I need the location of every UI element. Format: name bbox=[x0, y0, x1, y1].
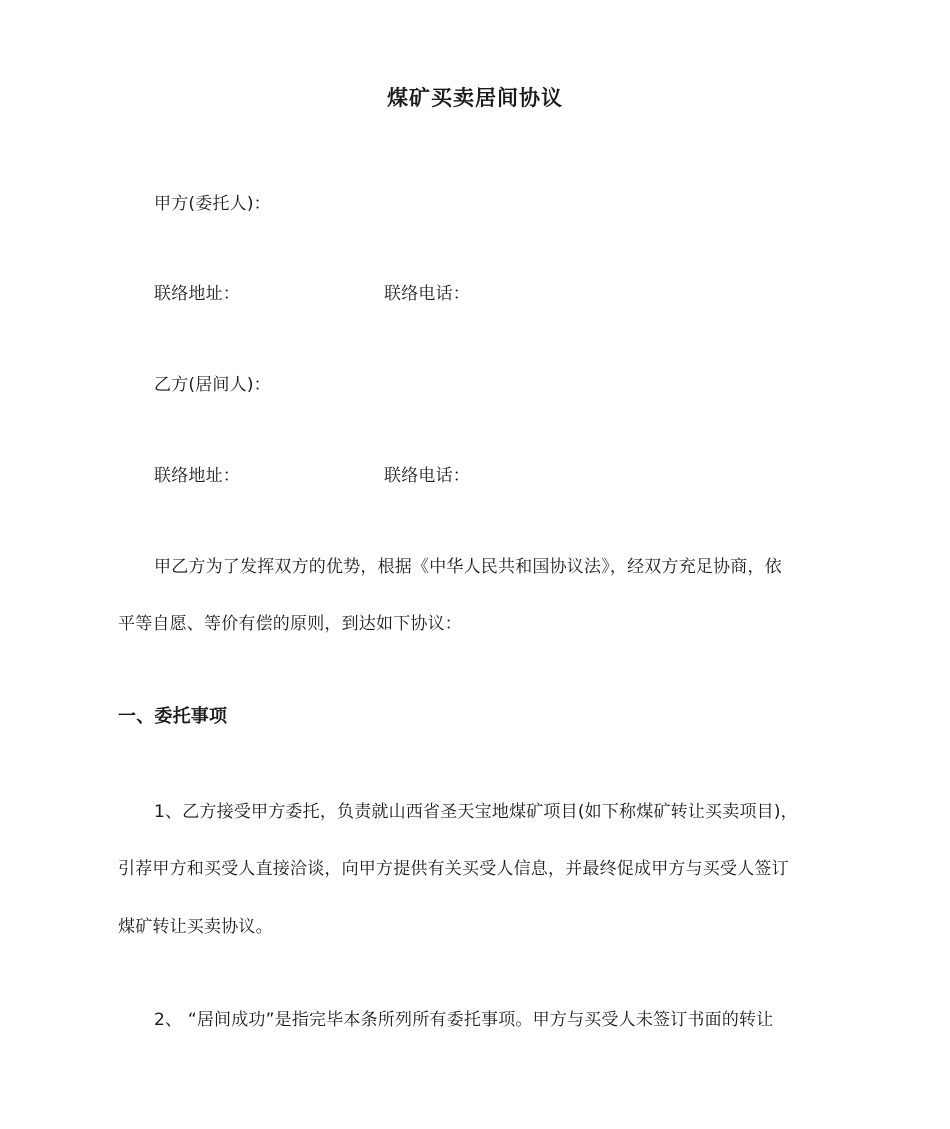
preamble-line-1: 甲乙方为了发挥双方的优势，根据《中华人民共和国协议法》，经双方充足协商，依 bbox=[154, 557, 782, 577]
party-b-label: 乙方(居间人)： bbox=[154, 375, 271, 395]
clause-1-line-1: 1、乙方接受甲方委托，负责就山西省圣天宝地煤矿项目(如下称煤矿转让买卖项目)， bbox=[154, 802, 798, 822]
party-a-address-label: 联络地址： bbox=[154, 284, 240, 304]
party-a-label: 甲方(委托人)： bbox=[154, 194, 271, 214]
section-heading-entrusted-matters: 一、委托事项 bbox=[118, 706, 228, 727]
clause-1-line-3: 煤矿转让买卖协议。 bbox=[118, 917, 273, 937]
party-b-phone-label: 联络电话： bbox=[384, 466, 470, 486]
preamble-line-2: 平等自愿、等价有偿的原则，到达如下协议： bbox=[118, 614, 462, 634]
clause-2-line-1: 2、 “居间成功”是指完毕本条所列所有委托事项。甲方与买受人未签订书面的转让 bbox=[154, 1010, 774, 1030]
party-a-phone-label: 联络电话： bbox=[384, 284, 470, 304]
document-title: 煤矿买卖居间协议 bbox=[387, 86, 563, 110]
clause-1-line-2: 引荐甲方和买受人直接洽谈，向甲方提供有关买受人信息，并最终促成甲方与买受人签订 bbox=[118, 859, 789, 879]
party-b-address-label: 联络地址： bbox=[154, 466, 240, 486]
